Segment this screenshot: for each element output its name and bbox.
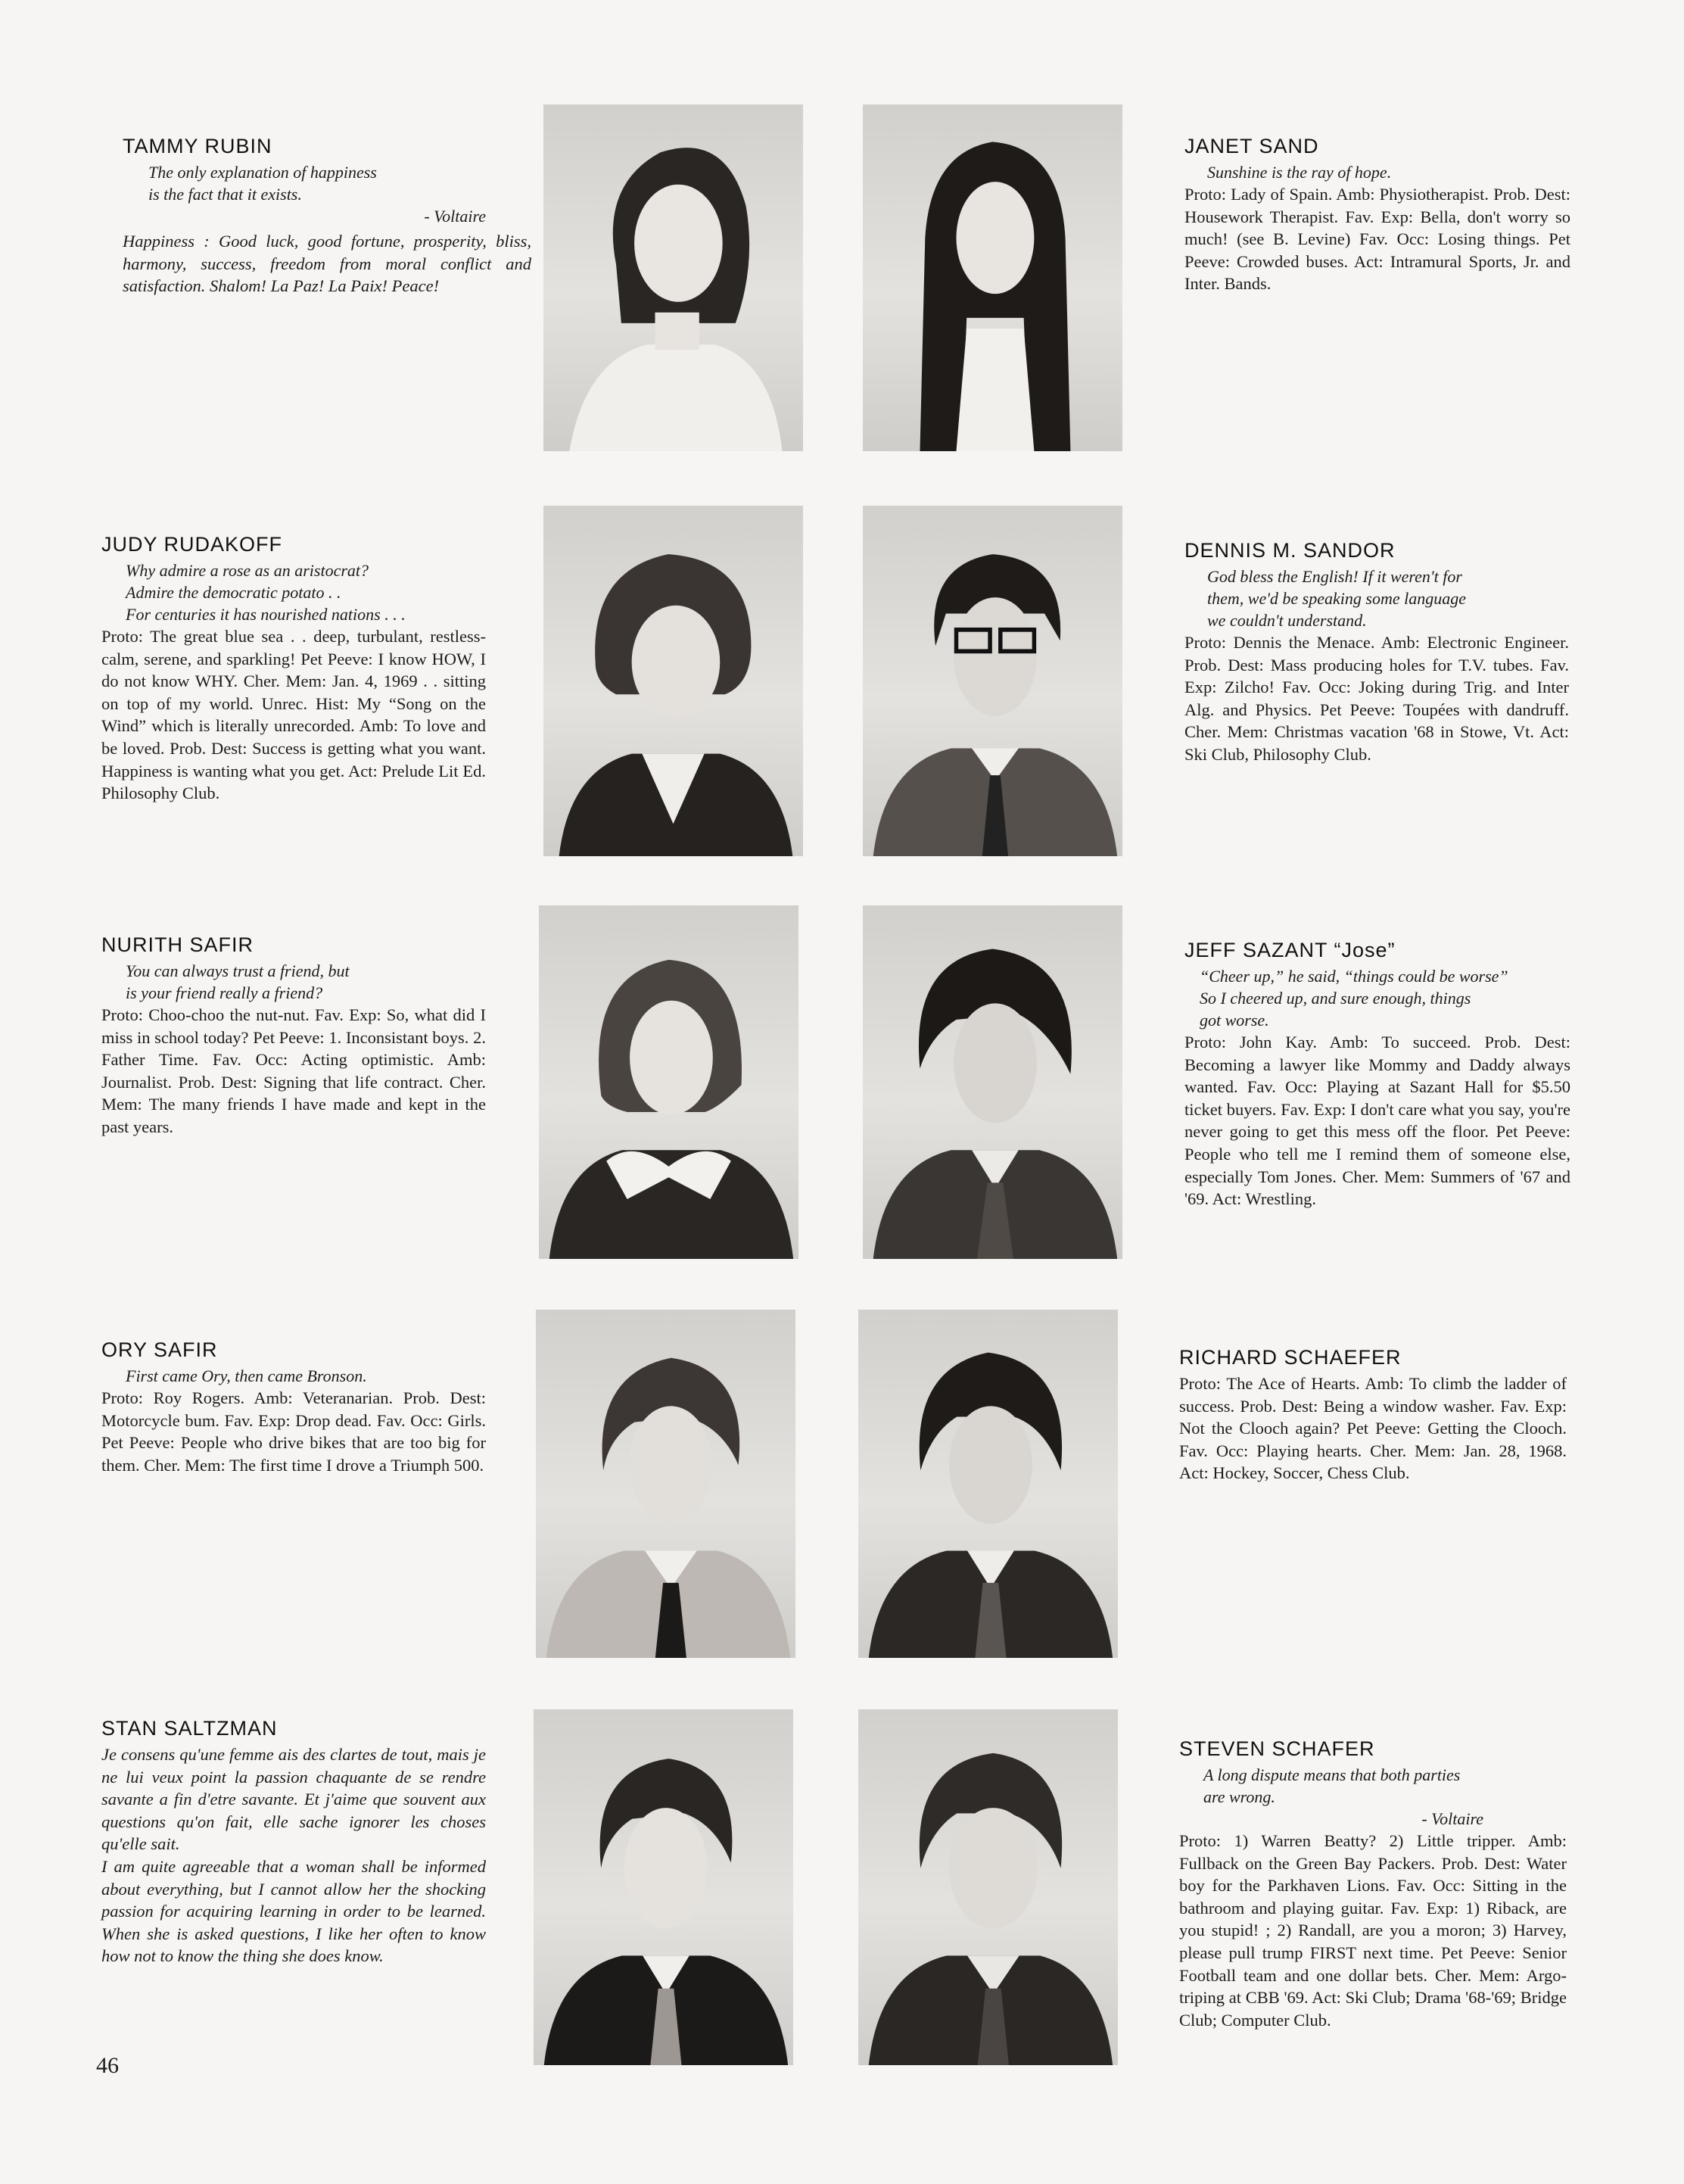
portrait-photo-judy-rudakoff (543, 506, 803, 856)
student-bio: Proto: 1) Warren Beatty? 2) Little tripper. Amb: Fullback on the Green Bay Packers. Prob. Dest: Water boy for the Parkhaven Lions. Fav. Occ: Sitting in the bathroom and playing guitar. Fav. Exp: 1) Riback, are you stupid! ; 2) Randall, are you a moron; 3) Harvey, please pull trump FIRST next time. Pet Peeve: Senior Football team and one dollar bets. Cher. Mem: Argo-triping at CBB '69. Act: Ski Club; Drama '68-'69; Bridge Club; Computer Club. (1179, 1831, 1567, 2030)
entry-steven-schafer (1179, 1737, 1567, 2031)
entry-judy-rudakoff (101, 533, 486, 805)
student-quote: First came Ory, then came Bronson. (126, 1366, 367, 1385)
portrait-photo-stan-saltzman (534, 1709, 793, 2065)
entry-tammy-rubin (123, 135, 531, 298)
student-bio: Proto: The great blue sea . . deep, turbulant, restless-calm, serene, and sparkling! Pet Peeve: I know HOW, I do not know WHY. Cher. Mem: Jan. 4, 1969 . . sitting on top of my world. Unrec. Hist: My “Song on the Wind” which is literally unrecorded. Amb: To love and be loved. Prob. Dest: Success is getting what you want. Happiness is wanting what you get. Act: Prelude Lit Ed. Philosophy Club. (101, 627, 486, 803)
student-name: TAMMY RUBIN (123, 135, 272, 157)
portrait-photo-richard-schaefer (858, 1310, 1118, 1658)
student-name: NURITH SAFIR (101, 933, 254, 956)
entry-ory-safir (101, 1338, 486, 1476)
portrait-photo-ory-safir (536, 1310, 795, 1658)
student-name: JUDY RUDAKOFF (101, 533, 283, 556)
student-quote: The only explanation of happiness is the fact that it exists. (148, 163, 377, 204)
portrait-photo-dennis-sandor (863, 506, 1122, 856)
student-quote: “Cheer up,” he said, “things could be worse” So I cheered up, and sure enough, things got worse. (1200, 967, 1508, 1030)
portrait-photo-tammy-rubin (543, 104, 803, 451)
student-bio: Proto: The Ace of Hearts. Amb: To climb the ladder of success. Prob. Dest: Being a window washer. Fav. Exp: Not the Clooch again? Pet Peeve: Getting the Clooch. Fav. Occ: Playing hearts. Cher. Mem: Jan. 28, 1968. Act: Hockey, Soccer, Chess Club. (1179, 1374, 1567, 1483)
student-bio: Proto: Choo-choo the nut-nut. Fav. Exp: So, what did I miss in school today? Pet Peeve: 1. Inconsistant boys. 2. Father Time. Fav. Occ: Acting optimistic. Amb: Journalist. Prob. Dest: Signing that life contract. Cher. Mem: The many friends I have made and kept in the past years. (101, 1005, 486, 1136)
student-quote: Sunshine is the ray of hope. (1207, 163, 1392, 182)
student-name: JANET SAND (1184, 135, 1319, 157)
entry-nurith-safir (101, 933, 486, 1139)
student-quote: God bless the English! If it weren't for them, we'd be speaking some language we couldn't understand. (1207, 567, 1466, 630)
student-quote: You can always trust a friend, but is your friend really a friend? (126, 961, 350, 1002)
student-bio-english: I am quite agreeable that a woman shall be informed about everything, but I cannot allow her the shocking passion for acquiring learning in order to be learned. When she is asked questions, I like her often to know how not to know the thing she does know. (101, 1856, 486, 1966)
student-bio: Proto: John Kay. Amb: To succeed. Prob. Dest: Becoming a lawyer like Mommy and Daddy always wanted. Fav. Occ: Playing at Sazant Hall for $5.50 ticket buyers. Fav. Exp: I don't care what you say, you're never going to get this mess off the floor. Pet Peeve: People who tell me I remind them of someone else, especially Tom Jones. Cher. Mem: Summers of '67 and '69. Act: Wrestling. (1184, 1033, 1570, 1209)
portrait-photo-jeff-sazant (863, 905, 1122, 1259)
student-name: ORY SAFIR (101, 1338, 218, 1361)
student-bio: Proto: Roy Rogers. Amb: Veteranarian. Prob. Dest: Motorcycle bum. Fav. Exp: Drop dead. Fav. Occ: Girls. Pet Peeve: People who drive bikes that are too big for them. Cher. Mem: The first time I drove a Triumph 500. (101, 1388, 486, 1475)
entry-stan-saltzman (101, 1717, 486, 1967)
portrait-photo-nurith-safir (539, 905, 798, 1259)
student-name: JEFF SAZANT “Jose” (1184, 939, 1396, 961)
student-name: DENNIS M. SANDOR (1184, 539, 1396, 562)
student-quote: A long dispute means that both parties are wrong. (1203, 1765, 1461, 1806)
student-name: STEVEN SCHAFER (1179, 1737, 1375, 1760)
page-number: 46 (96, 2053, 119, 2078)
student-bio: Happiness : Good luck, good fortune, prosperity, bliss, harmony, success, freedom from moral conflict and satisfaction. Shalom! La Paz! La Paix! Peace! (123, 232, 531, 296)
student-bio: Proto: Lady of Spain. Amb: Physiotherapist. Prob. Dest: Housework Therapist. Fav. Exp: Bella, don't worry so much! (see B. Levine) Fav. Occ: Losing things. Pet Peeve: Crowded buses. Act: Intramural Sports, Jr. and Inter. Bands. (1184, 185, 1570, 294)
portrait-photo-steven-schafer (858, 1709, 1118, 2065)
entry-dennis-sandor (1184, 539, 1569, 766)
entry-janet-sand (1184, 135, 1570, 295)
student-name: STAN SALTZMAN (101, 1717, 278, 1740)
student-bio-french: Je consens qu'une femme ais des clartes de tout, mais je ne lui veux point la passion chaquante de se rendre savante a fin d'etre savante. Et j'aime que souvent aux questions qu'on fait, elle sache ignorer les choses qu'elle sait. (101, 1745, 486, 1854)
entry-richard-schaefer (1179, 1346, 1567, 1485)
portrait-photo-janet-sand (863, 104, 1122, 451)
student-quote: Why admire a rose as an aristocrat? Admire the democratic potato . . For centuries it has nourished nations . . . (126, 561, 406, 624)
student-bio: Proto: Dennis the Menace. Amb: Electronic Engineer. Prob. Dest: Mass producing holes for T.V. tubes. Fav. Exp: Zilcho! Fav. Occ: Joking during Trig. and Inter Alg. and Physics. Pet Peeve: Toupées with dandruff. Cher. Mem: Christmas vacation '68 in Stowe, Vt. Act: Ski Club, Philosophy Club. (1184, 633, 1569, 764)
quote-attribution: - Voltaire (424, 207, 486, 226)
student-name: RICHARD SCHAEFER (1179, 1346, 1402, 1369)
quote-attribution: - Voltaire (1421, 1809, 1483, 1828)
entry-jeff-sazant (1184, 939, 1570, 1210)
